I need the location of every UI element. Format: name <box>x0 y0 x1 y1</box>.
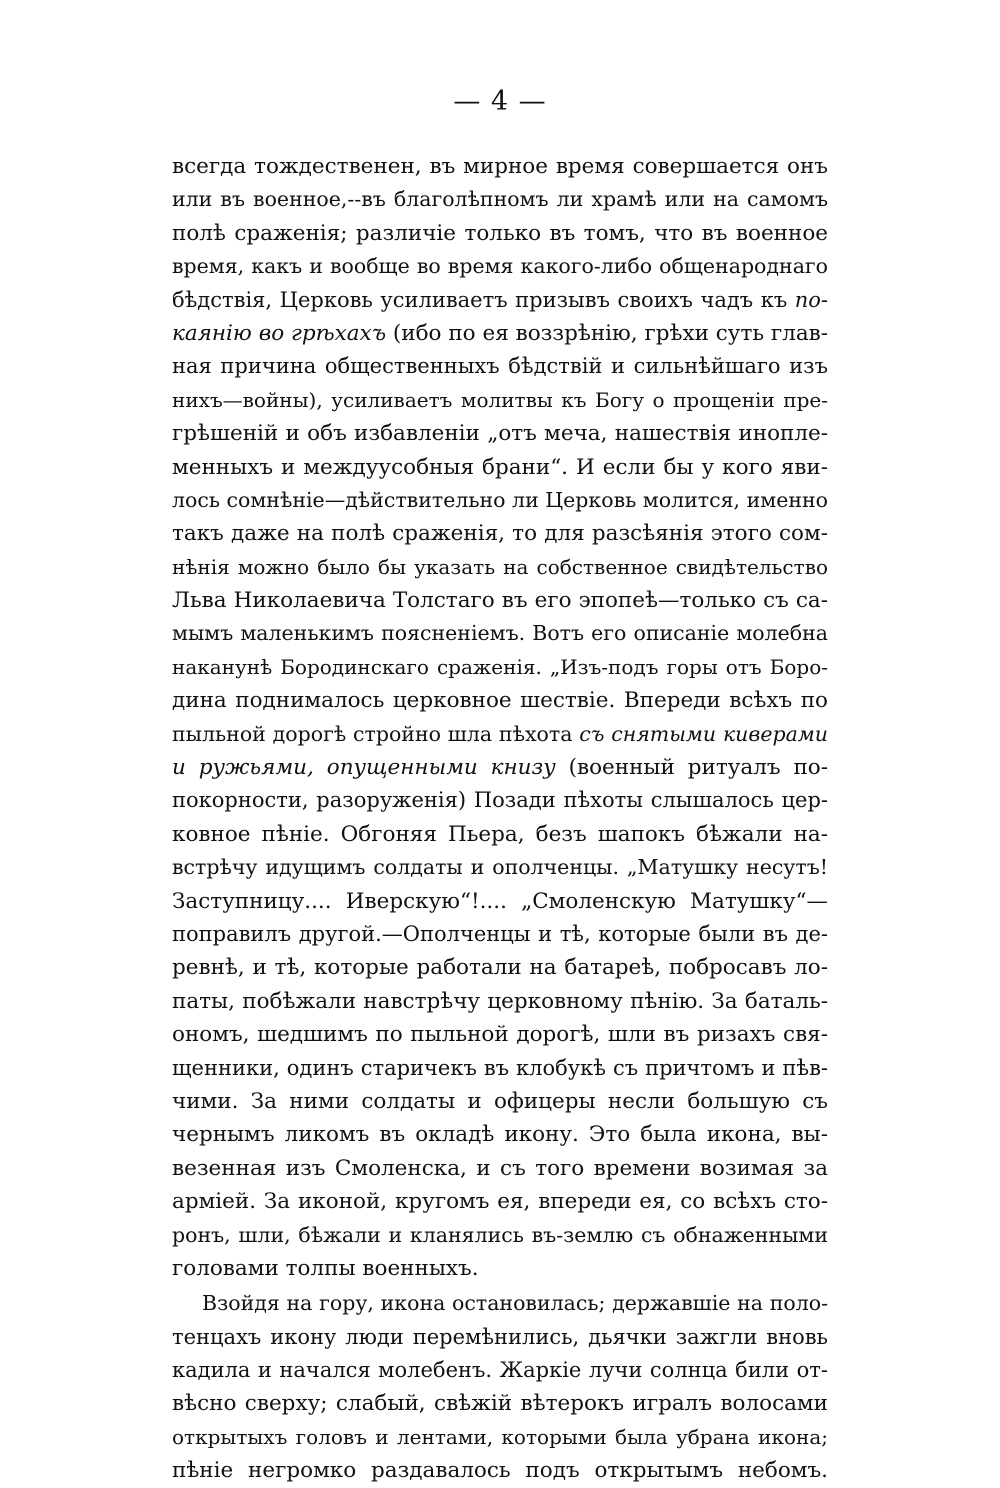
text-line <box>172 818 828 851</box>
italic-text: каянію во грѣхахъ <box>172 320 387 346</box>
text-run: везенная изъ Смоленска, и съ того времени возимая за <box>172 1155 828 1181</box>
text-run: встрѣчу идущимъ солдаты и ополченцы. „Матушку несутъ! <box>172 855 828 880</box>
italic-text: и ружьями, опущенными книзу <box>172 755 556 781</box>
body-text <box>172 150 828 1488</box>
text-run: дина поднималось церковное шествіе. Впереди всѣхъ по <box>172 688 828 714</box>
text-run: кадила и начался молебенъ. Жаркіе лучи солнца били от- <box>172 1358 828 1383</box>
text-run: всегда тождественен, въ мирное время совершается онъ <box>172 154 828 179</box>
text-line <box>172 1018 828 1051</box>
paragraph <box>172 150 828 1285</box>
text-run: наканунѣ Бородинскаго сраженія. „Изъ-подъ горы отъ Боро- <box>172 654 828 679</box>
italic-text: съ снятыми киверами <box>579 721 828 746</box>
text-line <box>172 718 828 751</box>
text-run: головами толпы военныхъ. <box>172 1255 479 1281</box>
text-run: бѣдствія, Церковь усиливаетъ призывъ своихъ чадъ къ <box>172 287 795 312</box>
text-run: открытыхъ головъ и лентами, которыми была убрана икона; <box>172 1424 828 1449</box>
text-line <box>172 317 828 350</box>
text-run: (ибо по ея воззрѣнію, грѣхи суть глав- <box>386 320 829 346</box>
text-line <box>172 751 828 784</box>
text-line <box>172 284 828 317</box>
text-run: такъ даже на полѣ сраженія, то для разсѣянія этого сом- <box>172 521 828 547</box>
text-line <box>172 517 828 550</box>
text-line <box>172 250 828 283</box>
text-line <box>172 1252 828 1285</box>
text-run: Заступницу.... Иверскую“!.... „Смоленскую Матушку“— <box>172 888 828 914</box>
text-line <box>172 484 828 517</box>
text-line <box>172 1219 828 1252</box>
text-run: лось сомнѣніе—дѣйствительно ли Церковь молится, именно <box>172 487 828 512</box>
text-run: арміей. За иконой, кругомъ ея, впереди ея, со всѣхъ сто- <box>172 1189 828 1215</box>
text-line <box>172 1454 828 1487</box>
text-line <box>172 651 828 684</box>
text-line <box>172 1287 828 1320</box>
text-line <box>172 918 828 951</box>
text-run: время, какъ и вообще во время какого-либо общенароднаго <box>172 254 828 279</box>
text-run: вѣсно сверху; слабый, свѣжій вѣтерокъ игралъ волосами <box>172 1391 828 1417</box>
text-line <box>172 384 828 417</box>
text-line <box>172 1354 828 1387</box>
text-run: покорности, разоруженія) Позади пѣхоты слышалось цер- <box>172 788 828 813</box>
text-line <box>172 1085 828 1118</box>
text-line <box>172 784 828 817</box>
text-run: поправилъ другой.—Ополченцы и тѣ, которые были въ де- <box>172 921 828 946</box>
text-run: или въ военное,--въ благолѣпномъ ли храмѣ или на самомъ <box>172 187 828 212</box>
text-line <box>172 851 828 884</box>
italic-text: по- <box>794 287 828 312</box>
text-line <box>172 584 828 617</box>
text-line <box>172 885 828 918</box>
text-line <box>172 1321 828 1354</box>
text-line <box>172 1185 828 1218</box>
text-run: щенники, одинъ старичекъ въ клобукѣ съ причтомъ и пѣв- <box>172 1055 828 1080</box>
text-line <box>172 417 828 450</box>
text-line <box>172 1421 828 1454</box>
page-number: — 4 — <box>453 86 547 117</box>
text-line <box>172 183 828 216</box>
text-run: тенцахъ икону люди перемѣнились, дьячки зажгли вновь <box>172 1324 828 1349</box>
text-line <box>172 617 828 650</box>
text-run: чими. За ними солдаты и офицеры несли большую съ <box>172 1088 828 1114</box>
text-run: грѣшеній и объ избавленіи „отъ меча, нашествія инопле- <box>172 421 828 447</box>
text-run: ная причина общественныхъ бѣдствій и сильнѣйшаго изъ <box>172 354 828 379</box>
text-line <box>172 1118 828 1151</box>
text-run: ковное пѣніе. Обгоняя Пьера, безъ шапокъ бѣжали на- <box>172 821 828 847</box>
text-line <box>172 451 828 484</box>
text-run: Льва Николаевича Толстаго въ его эпопеѣ—только съ са- <box>172 588 828 614</box>
text-run: нѣнія можно было бы указать на собственное свидѣтельство <box>172 554 828 579</box>
text-run: пыльной дорогѣ стройно шла пѣхота <box>172 721 580 746</box>
text-line <box>172 951 828 984</box>
text-line <box>172 551 828 584</box>
text-line <box>172 217 828 250</box>
text-line <box>172 985 828 1018</box>
text-run: ревнѣ, и тѣ, которые работали на батареѣ, побросавъ ло- <box>172 955 828 981</box>
text-line <box>172 350 828 383</box>
text-line <box>172 1052 828 1085</box>
text-run: (военный ритуалъ по- <box>555 755 828 781</box>
text-run: чернымъ ликомъ въ окладѣ икону. Это была икона, вы- <box>172 1122 828 1148</box>
text-line <box>172 684 828 717</box>
paragraph <box>172 1287 828 1487</box>
text-run: ронъ, шли, бѣжали и кланялись въ-землю съ обнаженными <box>172 1222 828 1247</box>
text-run: ономъ, шедшимъ по пыльной дорогѣ, шли въ ризахъ свя- <box>172 1022 828 1048</box>
text-run: полѣ сраженія; различіе только въ томъ, что въ военное <box>172 220 828 246</box>
text-run: мымъ маленькимъ поясненіемъ. Вотъ его описаніе молебна <box>172 621 828 646</box>
text-run: менныхъ и междуусобныя брани“. И если бы у кого яви- <box>172 454 828 480</box>
text-run: нихъ—войны), усиливаетъ молитвы къ Богу о прощеніи пре- <box>172 387 828 412</box>
text-line <box>172 1387 828 1420</box>
text-run: паты, побѣжали навстрѣчу церковному пѣнію. За баталь- <box>172 988 828 1014</box>
text-line <box>172 150 828 183</box>
text-run: Взойдя на гору, икона остановилась; державшіе на поло- <box>202 1291 828 1316</box>
text-run: пѣніе негромко раздавалось подъ открытымъ небомъ. <box>172 1458 828 1484</box>
text-line <box>172 1152 828 1185</box>
